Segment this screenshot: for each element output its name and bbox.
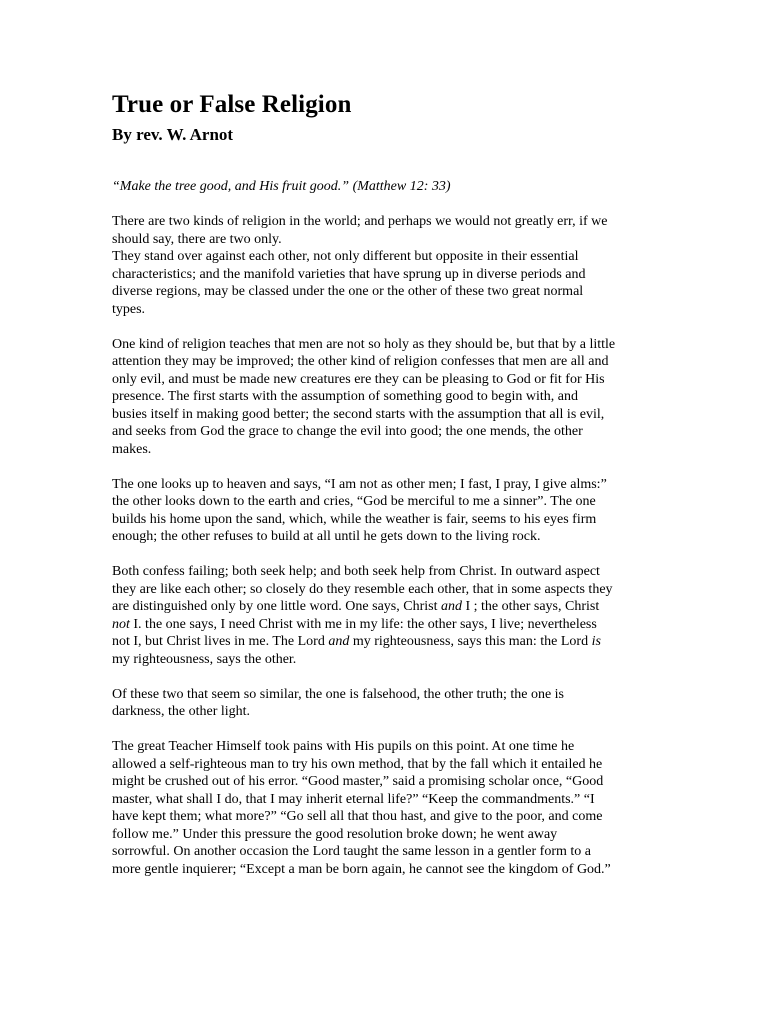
paragraph-5	[112, 563, 672, 668]
paragraph-line: only evil, and must be made new creatures ere they can be pleasing to God or fit for His	[112, 371, 605, 387]
paragraph-line: might be crushed out of his error. “Good master,” said a promising scholar once, “Good	[112, 774, 604, 789]
paragraph-line: builds his home upon the sand, which, while the weather is fair, seems to his eyes firm	[112, 511, 597, 527]
paragraph-line: allowed a self-righteous man to try his own method, that by the fall which it entailed he	[112, 756, 603, 772]
paragraph-line: presence. The first starts with the assumption of something good to begin with, and	[112, 389, 578, 404]
paragraph-line: more gentle inquierer; “Except a man be born again, he cannot see the kingdom of God.”	[112, 861, 611, 877]
paragraph-line: makes.	[112, 441, 152, 457]
emphasis: and	[328, 634, 350, 649]
paragraph-line	[112, 598, 672, 616]
document-page	[112, 88, 672, 878]
paragraph-line: my righteousness, says the other.	[112, 651, 297, 667]
text-run: are distinguished only by one little word. One says, Christ	[112, 599, 441, 614]
paragraph-3	[112, 336, 672, 459]
paragraph-line: sorrowful. On another occasion the Lord taught the same lesson in a gentler form to a	[112, 844, 591, 859]
paragraph-4	[112, 476, 672, 546]
paragraph-line: characteristics; and the manifold varieties that have sprung up in diverse periods and	[112, 266, 586, 282]
epigraph: “Make the tree good, and His fruit good.” (Matthew 12: 33)	[112, 179, 451, 194]
paragraph-line: Both confess failing; both seek help; and both seek help from Christ. In outward aspect	[112, 564, 600, 579]
emphasis: not	[112, 616, 130, 632]
paragraph-line: darkness, the other light.	[112, 704, 251, 719]
paragraph-line: The great Teacher Himself took pains with His pupils on this point. At one time he	[112, 739, 575, 754]
paragraph-line: master, what shall I do, that I may inherit eternal life?” “Keep the commandments.” “I	[112, 791, 595, 807]
paragraph-line: have kept them; what more?” “Go sell all that thou hast, and give to the poor, and come	[112, 809, 603, 824]
text-run: not I, but Christ lives in me. The Lord	[112, 634, 329, 649]
paragraph-line: follow me.” Under this pressure the good resolution broke down; he went away	[112, 826, 558, 842]
paragraph-line	[112, 633, 672, 651]
paragraph-line: Of these two that seem so similar, the one is falsehood, the other truth; the one is	[112, 686, 565, 702]
paragraph-line: One kind of religion teaches that men are not so holy as they should be, but that by a little	[112, 336, 616, 352]
paragraph-2	[112, 248, 672, 318]
emphasis: and	[440, 599, 462, 614]
text-run: I ; the other says, Christ	[461, 599, 600, 614]
paragraph-7	[112, 738, 672, 878]
emphasis: is	[591, 634, 601, 649]
paragraph-line: should say, there are two only.	[112, 231, 282, 247]
paragraph-6	[112, 686, 672, 721]
paragraph-line: enough; the other refuses to build at all until he gets down to the living rock.	[112, 529, 541, 544]
paragraph-line: types.	[112, 301, 146, 317]
paragraph-line: attention they may be improved; the other kind of religion confesses that men are all and	[112, 354, 609, 369]
paragraph-line: the other looks down to the earth and cries, “God be merciful to me a sinner”. The one	[112, 494, 596, 509]
paragraph-line: and seeks from God the grace to change the evil into good; the one mends, the other	[112, 424, 583, 439]
text-run: I. the one says, I need Christ with me in my life: the other says, I live; nevertheless	[129, 616, 597, 632]
paragraph-line: busies itself in making good better; the second starts with the assumption that all is evil,	[112, 406, 605, 422]
paragraph-line: They stand over against each other, not only different but opposite in their essential	[112, 249, 579, 264]
paragraph-line: they are like each other; so closely do they resemble each other, that in some aspects they	[112, 581, 613, 597]
paragraph-1	[112, 213, 672, 248]
paragraph-line: diverse regions, may be classed under the one or the other of these two great normal	[112, 284, 584, 299]
text-run: my righteousness, says this man: the Lord	[349, 634, 592, 649]
document-title: True or False Religion	[112, 91, 352, 118]
paragraph-line: There are two kinds of religion in the world; and perhaps we would not greatly err, if we	[112, 214, 608, 229]
document-author: By rev. W. Arnot	[112, 125, 234, 144]
paragraph-line	[112, 616, 672, 634]
paragraph-line: The one looks up to heaven and says, “I am not as other men; I fast, I pray, I give alms:”	[112, 476, 607, 492]
